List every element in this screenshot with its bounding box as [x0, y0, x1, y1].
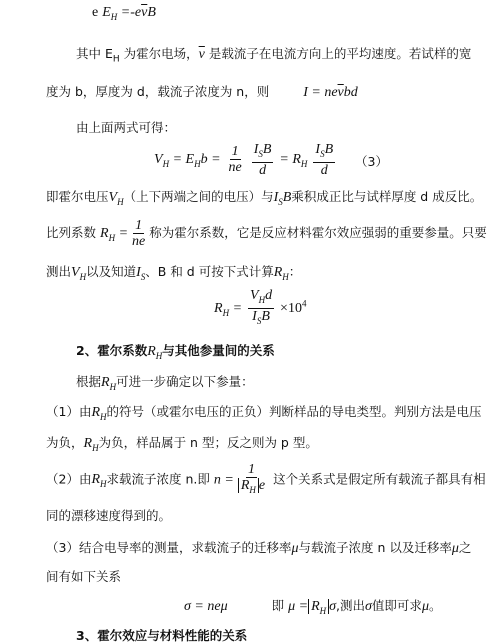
paragraph-line-13: 为负，$R_H$为负，样品属于 n 型；反之则为 p 型。	[46, 435, 318, 453]
text-l8c: 、B 和 d 可按下式计算	[145, 264, 274, 279]
paragraph-line-7: 比列系数 $R_H$ = $\frac{1}{ne}$ 称为霍尔系数，它是反应材料霍尔效应强弱的重要参量。只要	[46, 218, 487, 249]
equation-3-label: （3）	[355, 154, 388, 169]
text-l14b: 求载流子浓度 n.即	[106, 471, 210, 487]
text-h2a: 2、霍尔系数	[76, 343, 148, 358]
text-l18a: 即	[271, 598, 285, 613]
text-l8a: 测出	[46, 264, 72, 279]
paragraph-line-12: （1）由$R_H$的符号（或霍尔电压的正负）判断样品的导电类型。判别方法是电压	[46, 404, 482, 422]
text-l18c: 值即可求	[371, 598, 422, 613]
text-l11a: 根据	[76, 374, 102, 389]
text-l16a: （3）结合电导率的测量，求载流子的迁移率	[46, 540, 292, 555]
equation-3: $V_H = E_Hb$ = $\frac{1}{ne}$ $\frac{I_SB}{d}$ = $R_H$ $\frac{I_SB}{d}$	[154, 142, 334, 178]
text-l13a: 为负，	[46, 435, 84, 450]
text-l16b: 与载流子浓度 n 以及迁移率	[298, 540, 452, 555]
symbol-vbar: $\overline{v}$	[198, 47, 205, 62]
text-h2b: 与其他参量间的关系	[162, 343, 275, 358]
text-l18d: 。	[428, 598, 442, 613]
text-l7a: 比列系数	[46, 225, 97, 240]
text-l14c: 这个关系式是假定所有载流子都具有相	[273, 471, 486, 487]
text-l12b: 的符号（或霍尔电压的正负）判断样品的导电类型。判别方法是电压	[106, 404, 482, 419]
equation-eh	[92, 4, 156, 22]
paragraph-line-14: （2）由$R_H$求载流子浓度 n.即 n = $\frac{1}{R_H e}$ 这个关系式是假定所有载流子都具有相	[46, 462, 486, 495]
text-l6c: 乘积成正比与试样厚度 d 成反比。	[291, 189, 483, 204]
text-l14a: （2）由	[46, 471, 92, 487]
section-heading-3: 3、霍尔效应与材料性能的关系	[76, 628, 248, 643]
text-l18b: ,测出	[336, 598, 366, 613]
text-l3a: 度为 b，厚度为 d，载流子浓度为 n，则	[46, 84, 270, 99]
paragraph-line-17: 间有如下关系	[46, 569, 122, 584]
paragraph-line-18: σ = neμ 即 $\mu = R_H$ σ,测出σ值即可求μ。	[184, 598, 442, 616]
text-l8d: ：	[288, 264, 302, 279]
eq-e: e	[92, 5, 99, 20]
paragraph-line-4: 由上面两式可得：	[76, 120, 177, 135]
equation-current: $I = ne\overline{v}bd$	[303, 85, 358, 100]
paragraph-line-3	[46, 82, 358, 101]
text-l6b: （上下两端之间的电压）与	[123, 189, 274, 204]
section-heading-2: 2、霍尔系数$R_H$与其他参量间的关系	[76, 343, 275, 361]
text-l2c: 是载流子在电流方向上的平均速度。若试样的宽	[204, 46, 472, 61]
text-l12a: （1）由	[46, 404, 92, 419]
text-l11b: 可进一步确定以下参量：	[116, 374, 254, 389]
paragraph-line-2: 其中 $E_H$ 为霍尔电场，$\overline{v}$ 是载流子在电流方向上的平均速度。若试样的宽	[76, 46, 472, 65]
text-l2a: 其中 E	[76, 46, 113, 61]
paragraph-line-6: 即霍尔电压$V_H$（上下两端之间的电压）与$I_SB$乘积成正比与试样厚度 d 成反比。	[46, 189, 483, 207]
paragraph-line-15: 同的漂移速度得到的。	[46, 508, 172, 523]
paragraph-line-8: 测出$V_H$以及知道$I_S$、B 和 d 可按下式计算$R_H$：	[46, 264, 302, 282]
text-l6a: 即霍尔电压	[46, 189, 109, 204]
paragraph-line-16: （3）结合电导率的测量，求载流子的迁移率μ与载流子浓度 n 以及迁移率μ之	[46, 540, 472, 556]
eq-eh-body: $E_H =-e\overline{v}B$	[102, 5, 156, 22]
text-l13b: 为负，样品属于 n 型；反之则为 p 型。	[98, 435, 318, 450]
text-l2b: 为霍尔电场，	[119, 46, 199, 61]
equation-rh: $R_H$ = $\frac{V_Hd}{I_SB}$ $\times 10^4$	[214, 288, 307, 326]
paragraph-line-11: 根据$R_H$可进一步确定以下参量：	[76, 374, 254, 392]
text-l8b: 以及知道	[86, 264, 137, 279]
text-l16c: 之	[458, 540, 472, 555]
text-l7b: 称为霍尔系数，它是反应材料霍尔效应强弱的重要参量。只要	[149, 225, 487, 240]
